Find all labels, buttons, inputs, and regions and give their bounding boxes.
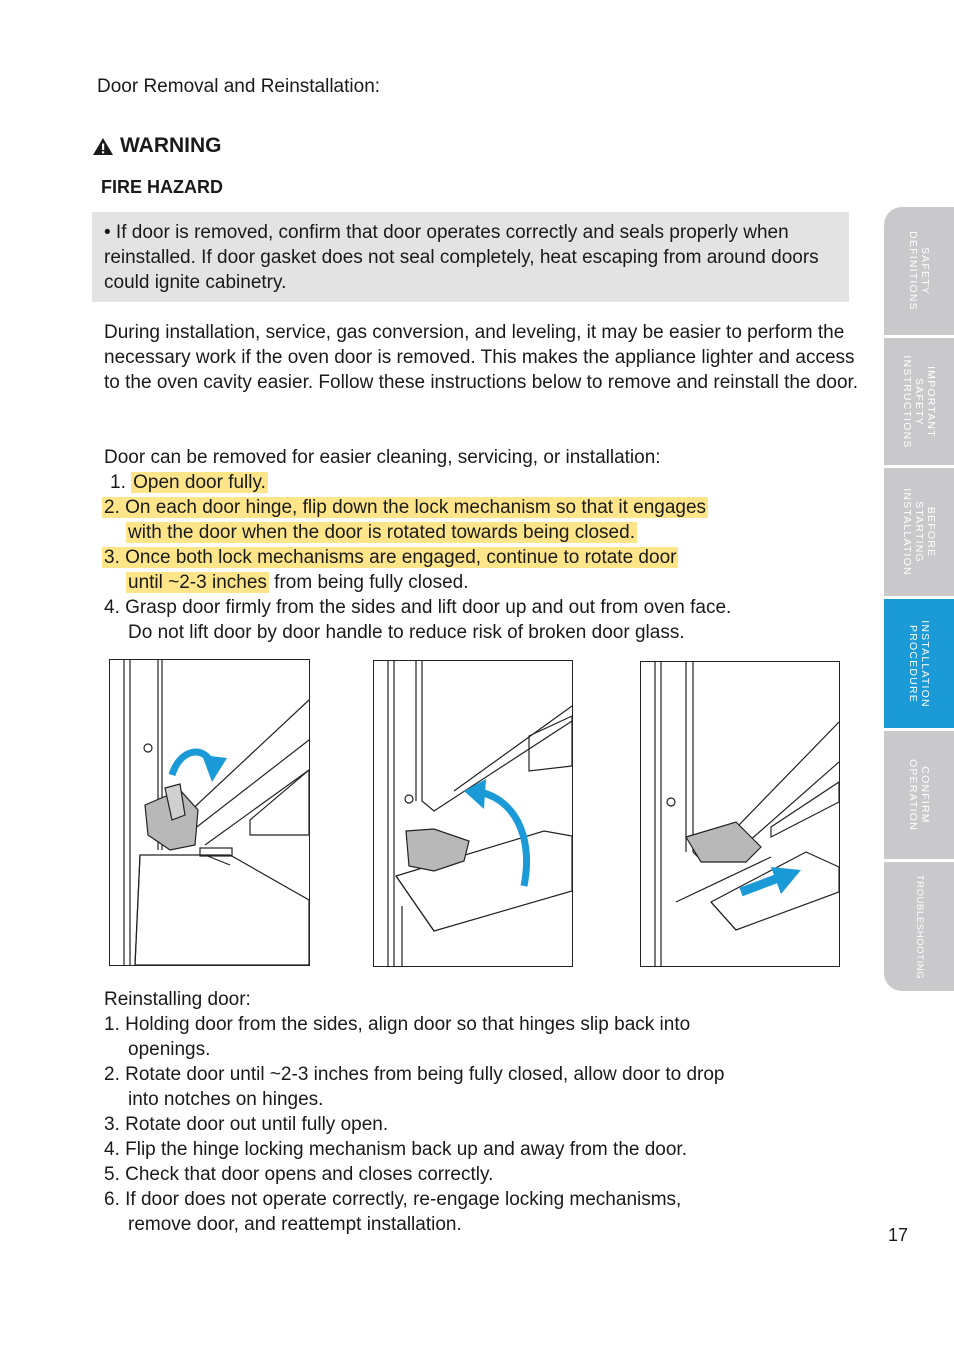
- reinstall-line-2: openings.: [128, 1039, 211, 1060]
- reinstall-line-9: remove door, and reattempt installation.: [128, 1214, 462, 1235]
- reinstall-line-7: 5. Check that door opens and closes correctly.: [104, 1164, 494, 1185]
- reinstall-line-4: into notches on hinges.: [128, 1089, 324, 1110]
- step-text-highlight: until ~2-3 inches: [128, 572, 267, 593]
- reinstall-line-1: 1. Holding door from the sides, align door so that hinges slip back into: [104, 1014, 691, 1035]
- step-text: from being fully closed.: [268, 572, 469, 593]
- step-text: 2. On each door hinge, flip down the lock mechanism so that it engages: [104, 497, 707, 518]
- removal-step-1: [110, 470, 268, 495]
- removal-step-2a: [102, 495, 708, 520]
- hinge-flip-illustration: [110, 660, 309, 965]
- warning-heading: [92, 134, 222, 158]
- section-title: Door Removal and Reinstallation:: [97, 76, 381, 97]
- removal-step-3a: [102, 545, 678, 570]
- tab-label: INSTALLATION PROCEDURE: [907, 619, 931, 708]
- step-text: 3. Once both lock mechanisms are engaged, continue to rotate door: [104, 547, 677, 568]
- reinstall-line-8: 6. If door does not operate correctly, re-engage locking mechanisms,: [104, 1189, 682, 1210]
- tab-safety-definitions[interactable]: [884, 207, 954, 335]
- removal-step-4b: Do not lift door by door handle to reduce risk of broken door glass.: [128, 622, 685, 643]
- tab-before-starting-installation[interactable]: [884, 468, 954, 596]
- warning-box: [92, 212, 849, 302]
- removal-lead: Door can be removed for easier cleaning, servicing, or installation:: [104, 447, 661, 468]
- warning-text: • If door is removed, confirm that door operates correctly and seals properly when reinstalled. If door gasket does not seal completely, heat escaping from around doors could ignite cabinetry.: [104, 222, 819, 293]
- tab-label: TROUBLESHOOTING: [914, 874, 925, 979]
- step-text: with the door when the door is rotated towards being closed.: [128, 522, 635, 543]
- step-text: Open door fully.: [133, 472, 266, 493]
- warning-triangle-icon: [92, 137, 114, 156]
- step-number: 1.: [110, 472, 126, 493]
- tab-troubleshooting[interactable]: [884, 862, 954, 991]
- tab-label: BEFORE STARTING INSTALLATION: [901, 488, 937, 576]
- page-number: 17: [888, 1225, 909, 1245]
- tab-installation-procedure[interactable]: [884, 599, 954, 728]
- reinstall-line-3: 2. Rotate door until ~2-3 inches from being fully closed, allow door to drop: [104, 1064, 725, 1085]
- warning-label: WARNING: [120, 134, 222, 157]
- figure-hinge-flip: [109, 659, 310, 966]
- reinstall-line-6: 4. Flip the hinge locking mechanism back up and away from the door.: [104, 1139, 687, 1160]
- door-rotate-illustration: [374, 661, 572, 966]
- tab-label: IMPORTANT SAFETY INSTRUCTIONS: [901, 354, 937, 449]
- tab-label: CONFIRM OPERATION: [907, 759, 931, 831]
- figure-door-lift: [640, 661, 840, 967]
- tab-label: SAFETY DEFINITIONS: [907, 231, 931, 311]
- intro-paragraph: During installation, service, gas conversion, and leveling, it may be easier to perform the necessary work if the oven door is removed. This makes the appliance lighter and access to the oven cavity easier. Follow these instructions below to remove and reinstall the door.: [104, 322, 859, 393]
- reinstall-lead: Reinstalling door:: [104, 989, 251, 1010]
- door-lift-illustration: [641, 662, 839, 966]
- removal-step-3b: [126, 570, 469, 595]
- removal-step-4a: 4. Grasp door firmly from the sides and lift door up and out from oven face.: [104, 597, 732, 618]
- tab-confirm-operation[interactable]: [884, 731, 954, 859]
- figure-door-rotate: [373, 660, 573, 967]
- hazard-title: FIRE HAZARD: [101, 177, 223, 197]
- removal-step-2b: [126, 520, 637, 545]
- reinstall-line-5: 3. Rotate door out until fully open.: [104, 1114, 389, 1135]
- tab-important-safety-instructions[interactable]: [884, 338, 954, 465]
